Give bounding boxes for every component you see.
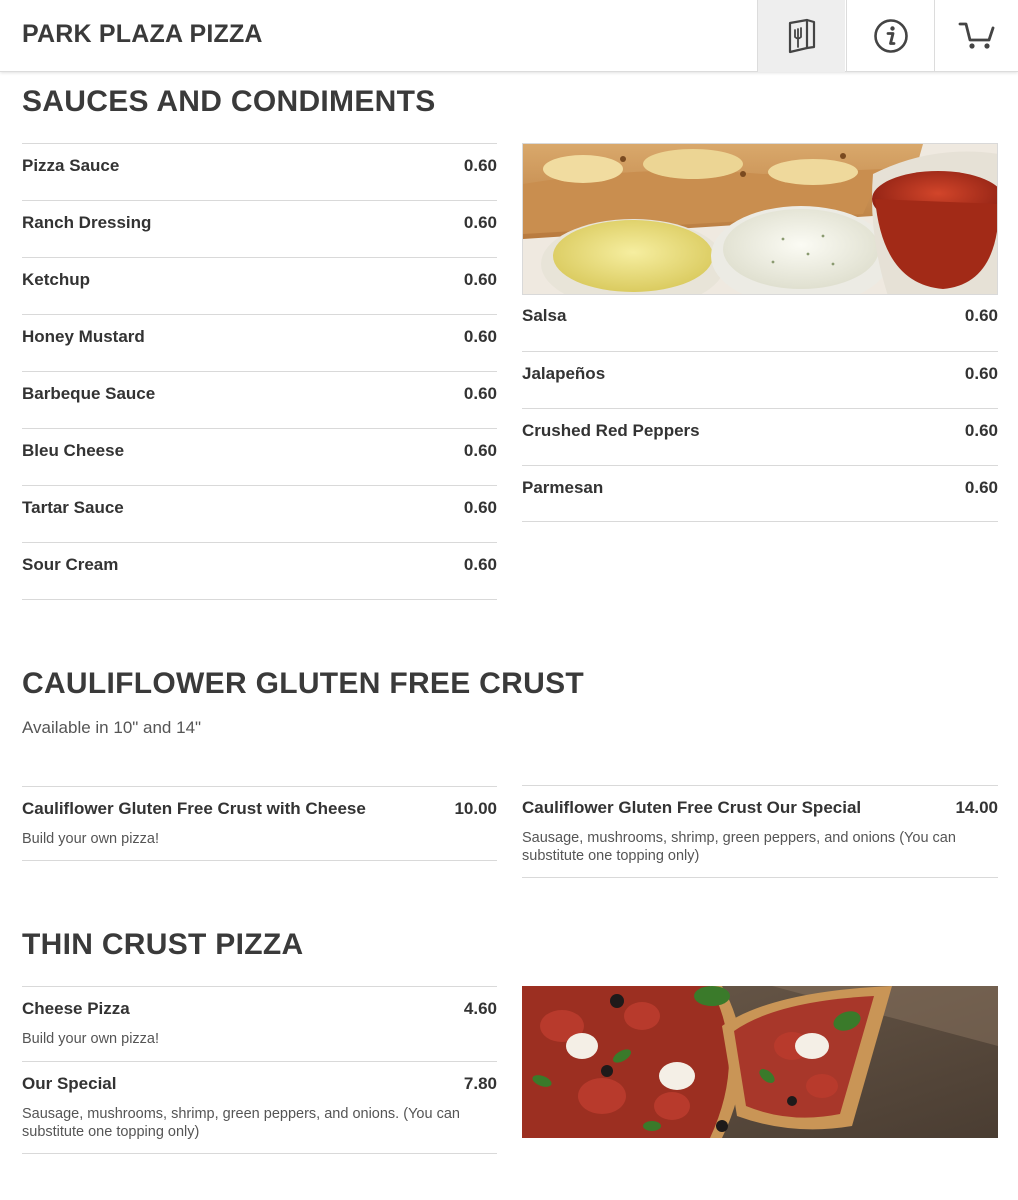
item-price: 0.60 <box>964 364 998 383</box>
menu-item[interactable] <box>22 1061 497 1154</box>
section-description: Available in 10" and 14" <box>22 718 202 737</box>
menu-item[interactable] <box>22 428 497 485</box>
item-price: 4.60 <box>463 999 497 1018</box>
sauces-photo <box>522 143 998 295</box>
menu-item[interactable] <box>522 351 998 408</box>
item-price: 0.60 <box>964 478 998 497</box>
item-price: 0.60 <box>463 384 497 403</box>
item-name: Parmesan <box>522 478 604 497</box>
item-price: 0.60 <box>463 441 497 460</box>
menu-nav-button[interactable] <box>757 0 845 72</box>
menu-item[interactable] <box>22 371 497 428</box>
menu-item[interactable] <box>22 314 497 371</box>
item-price: 0.60 <box>463 270 497 289</box>
item-name: Cauliflower Gluten Free Crust Our Special <box>522 798 862 817</box>
cart-nav-button[interactable] <box>934 0 1018 72</box>
item-name: Bleu Cheese <box>22 441 125 460</box>
item-name: Honey Mustard <box>22 327 145 346</box>
menu-item[interactable] <box>22 485 497 542</box>
item-price: 10.00 <box>454 799 497 818</box>
item-name: Crushed Red Peppers <box>522 421 700 440</box>
section-title-sauces: SAUCES AND CONDIMENTS <box>22 85 436 118</box>
section-title-cauliflower: CAULIFLOWER GLUTEN FREE CRUST <box>22 667 585 700</box>
item-name: Jalapeños <box>522 364 606 383</box>
item-price: 0.60 <box>964 306 998 325</box>
item-name: Sour Cream <box>22 555 119 574</box>
thin-crust-photo <box>522 986 998 1138</box>
item-name: Barbeque Sauce <box>22 384 156 403</box>
item-name: Ranch Dressing <box>22 213 152 232</box>
item-description: Build your own pizza! <box>22 831 160 847</box>
menu-item[interactable] <box>22 257 497 314</box>
menu-item[interactable] <box>22 542 497 600</box>
item-description: Sausage, mushrooms, shrimp, green peppers, and onions. (You can substitute one topping only) <box>22 1106 460 1140</box>
item-price: 0.60 <box>463 213 497 232</box>
menu-item[interactable] <box>22 200 497 257</box>
menu-icon <box>787 18 817 54</box>
section-title-thin-crust: THIN CRUST PIZZA <box>22 928 304 961</box>
item-price: 0.60 <box>463 156 497 175</box>
item-price: 0.60 <box>463 555 497 574</box>
item-name: Tartar Sauce <box>22 498 124 517</box>
item-price: 0.60 <box>463 498 497 517</box>
menu-item[interactable] <box>22 786 497 861</box>
cart-icon <box>958 20 996 52</box>
item-price: 14.00 <box>955 798 998 817</box>
item-price: 7.80 <box>463 1074 497 1093</box>
menu-item[interactable] <box>522 465 998 522</box>
item-name: Ketchup <box>22 270 90 289</box>
info-nav-button[interactable] <box>846 0 934 72</box>
menu-item[interactable] <box>522 408 998 465</box>
item-name: Cheese Pizza <box>22 999 130 1018</box>
menu-item[interactable] <box>22 143 497 200</box>
item-description: Sausage, mushrooms, shrimp, green peppers, and onions (You can substitute one topping only) <box>522 830 956 864</box>
item-name: Salsa <box>522 306 567 325</box>
menu-item[interactable] <box>22 986 497 1061</box>
item-price: 0.60 <box>964 421 998 440</box>
item-name: Cauliflower Gluten Free Crust with Cheese <box>22 799 366 818</box>
item-name: Pizza Sauce <box>22 156 120 175</box>
item-name: Our Special <box>22 1074 117 1093</box>
pizza-illustration <box>522 986 998 1138</box>
item-description: Build your own pizza! <box>22 1031 160 1047</box>
menu-item[interactable] <box>522 294 998 351</box>
top-bar <box>0 0 1018 72</box>
sauces-illustration <box>523 144 998 295</box>
menu-item[interactable] <box>522 785 998 878</box>
info-icon <box>873 18 909 54</box>
restaurant-name[interactable]: PARK PLAZA PIZZA <box>22 20 263 48</box>
item-price: 0.60 <box>463 327 497 346</box>
